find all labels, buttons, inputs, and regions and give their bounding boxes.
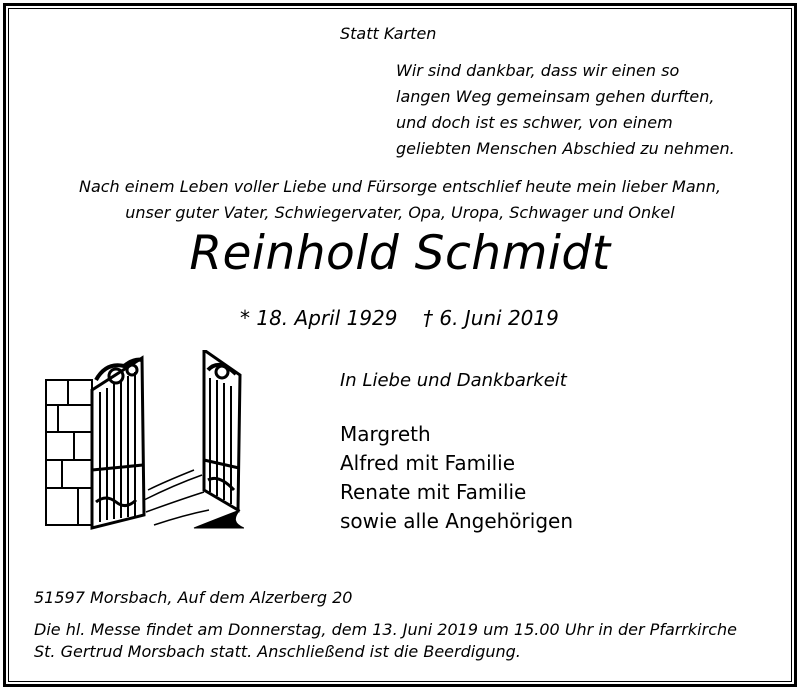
gate-wing-right xyxy=(204,350,240,510)
death-date: † 6. Juni 2019 xyxy=(423,306,559,330)
poem-line: und doch ist es schwer, von einem xyxy=(396,113,673,132)
mourner-name: Alfred mit Familie xyxy=(340,451,516,475)
mourner-name: Margreth xyxy=(340,422,431,446)
intro-text xyxy=(0,174,800,226)
mourner-name: sowie alle Angehörigen xyxy=(340,509,573,533)
service-line: St. Gertrud Morsbach statt. Anschließend ist die Beerdigung. xyxy=(34,642,521,661)
birth-date: * 18. April 1929 xyxy=(240,306,398,330)
gate-illustration xyxy=(44,350,244,530)
poem xyxy=(396,58,735,162)
gate-wing-left xyxy=(92,358,144,528)
poem-line: langen Weg gemeinsam gehen durften, xyxy=(396,87,715,106)
statt-karten-text: Statt Karten xyxy=(340,24,437,43)
deceased-name: Reinhold Schmidt xyxy=(189,226,611,281)
stone-pillar-left xyxy=(46,380,92,525)
mourners-list xyxy=(340,420,573,536)
service-info xyxy=(34,619,737,663)
mourners-heading: In Liebe und Dankbarkeit xyxy=(340,370,567,391)
mourner-name: Renate mit Familie xyxy=(340,480,527,504)
service-line: Die hl. Messe findet am Donnerstag, dem 13. Juni 2019 um 15.00 Uhr in der Pfarrkirche xyxy=(34,620,737,639)
poem-line: geliebten Menschen Abschied zu nehmen. xyxy=(396,139,735,158)
intro-line: Nach einem Leben voller Liebe und Fürsorge entschlief heute mein lieber Mann, xyxy=(78,177,722,196)
intro-line: unser guter Vater, Schwiegervater, Opa, Uropa, Schwager und Onkel xyxy=(125,203,675,222)
ground-shading xyxy=(194,510,244,528)
poem-line: Wir sind dankbar, dass wir einen so xyxy=(396,61,680,80)
address: 51597 Morsbach, Auf dem Alzerberg 20 xyxy=(34,588,353,607)
path-ground xyxy=(144,470,209,525)
